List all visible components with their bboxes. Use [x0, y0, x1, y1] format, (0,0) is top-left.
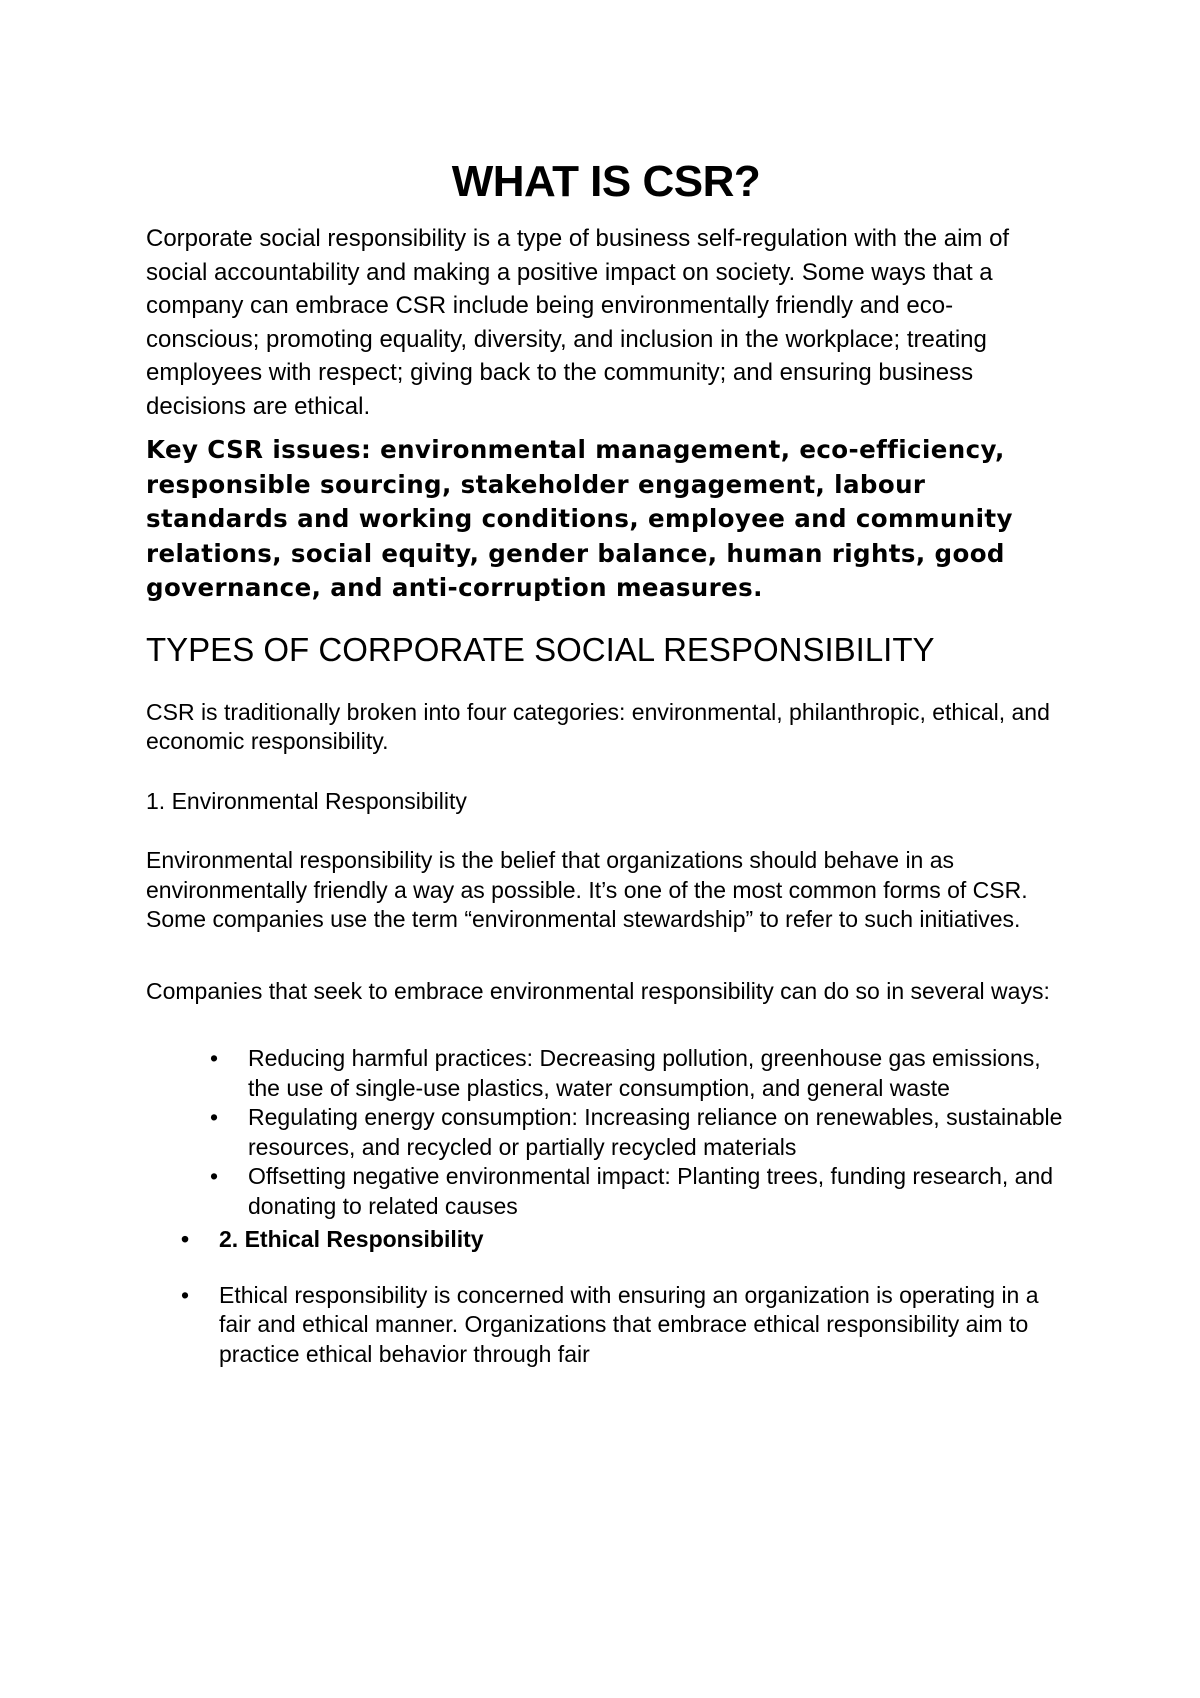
environmental-ways-list [146, 1044, 1066, 1221]
ethical-paragraph: Ethical responsibility is concerned with ensuring an organization is operating in a fair and ethical manner. Organizations that embrace ethical responsibility aim to practice ethical behavior through fair [219, 1281, 1039, 1367]
bullet-icon: • [210, 1045, 219, 1071]
list-item-text: Offsetting negative environmental impact: Planting trees, funding research, and donating to related causes [248, 1163, 1054, 1219]
ethical-heading: 2. Ethical Responsibility [219, 1226, 484, 1252]
bullet-icon: • [181, 1226, 190, 1252]
bullet-icon: • [210, 1104, 219, 1130]
key-issues-paragraph: Key CSR issues: environmental management, eco-efficiency, responsible sourcing, stakeholder engagement, labour standards and working conditions, employee and community relations, social equity, gender balance, human rights, good governance, and anti-corruption measures. [146, 435, 1013, 602]
types-intro-paragraph: CSR is traditionally broken into four categories: environmental, philanthropic, ethical, and economic responsibility. [146, 698, 1050, 754]
list-item [210, 1103, 1066, 1162]
types-heading: TYPES OF CORPORATE SOCIAL RESPONSIBILITY [146, 630, 935, 668]
list-item [210, 1044, 1066, 1103]
bullet-icon: • [181, 1281, 190, 1308]
document-title: WHAT IS CSR? [451, 157, 761, 206]
list-item [181, 1281, 1066, 1370]
list-item [210, 1162, 1066, 1221]
environmental-paragraph-2: Companies that seek to embrace environmental responsibility can do so in several ways: [146, 977, 1050, 1004]
list-item-text: Regulating energy consumption: Increasing reliance on renewables, sustainable resources, and recycled or partially recycled materials [248, 1104, 1063, 1160]
document-page [146, 148, 1066, 1369]
intro-paragraph: Corporate social responsibility is a type of business self-regulation with the aim of social accountability and making a positive impact on society. Some ways that a company can embrace CSR include being environmentally friendly and eco-conscious; promoting equality, diversity, and inclusion in the workplace; treating employees with respect; giving back to the community; and ensuring business decisions are ethical. [146, 225, 1010, 420]
bullet-icon: • [210, 1163, 219, 1189]
list-item-text: Reducing harmful practices: Decreasing pollution, greenhouse gas emissions, the use of single-use plastics, water consumption, and general waste [248, 1045, 1041, 1101]
list-item [181, 1225, 1066, 1255]
environmental-heading: 1. Environmental Responsibility [146, 787, 467, 814]
ethical-list [146, 1225, 1066, 1369]
environmental-paragraph-1: Environmental responsibility is the belief that organizations should behave in as environmentally friendly a way as possible. It’s one of the most common forms of CSR. Some companies use the term “environmental stewardship” to refer to such initiatives. [146, 847, 1028, 932]
